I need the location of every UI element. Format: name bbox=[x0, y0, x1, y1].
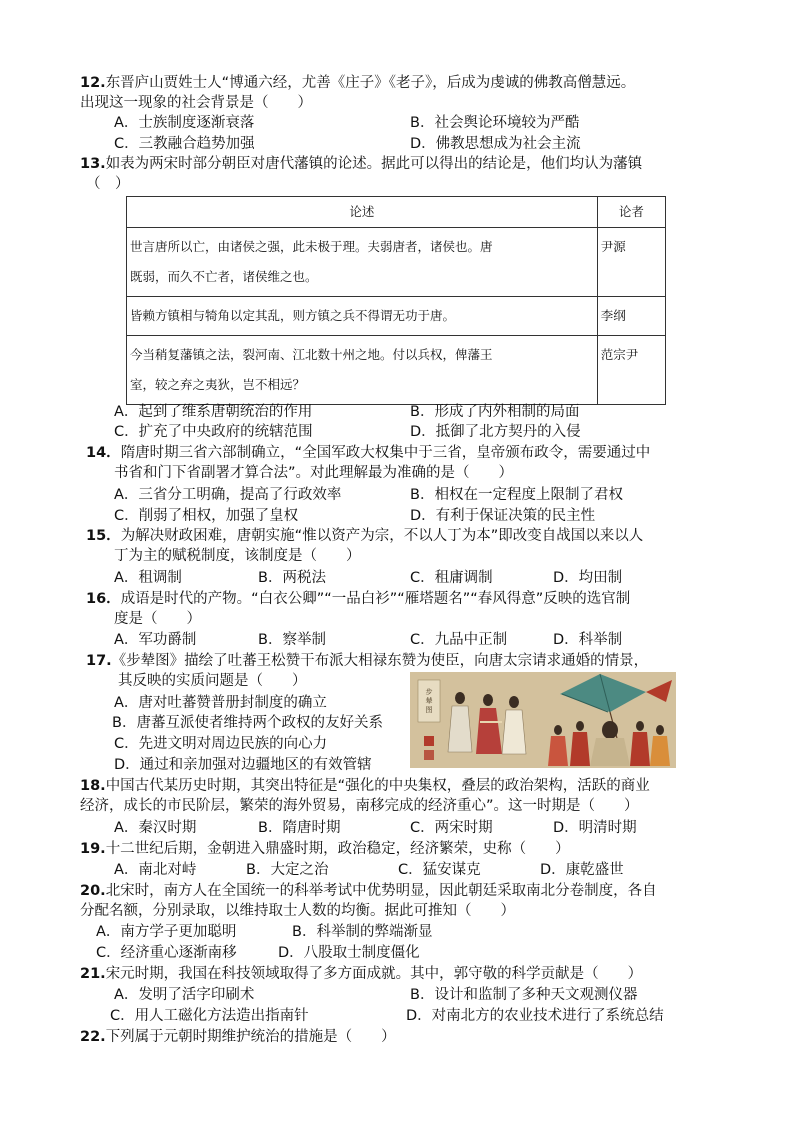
q20-option-c: C．经济重心逐渐南移 bbox=[96, 945, 237, 961]
q17-stem-line1: 17.《步辇图》描绘了吐蕃王松赞干布派大相禄东赞为使臣，向唐太宗请求通婚的情景， bbox=[86, 653, 649, 669]
question-number: 14． bbox=[86, 445, 121, 461]
question-number: 20. bbox=[80, 883, 106, 899]
q21-option-b: B．设计和监制了多种天文观测仪器 bbox=[410, 987, 638, 1003]
q16-option-c: C．九品中正制 bbox=[410, 632, 508, 648]
bunian-tu-painting bbox=[410, 672, 676, 768]
table-header-author: 论者 bbox=[597, 197, 665, 228]
q21-option-c: C．用人工磁化方法造出指南针 bbox=[110, 1008, 309, 1024]
table-header-statement: 论述 bbox=[127, 197, 598, 228]
table-cell-statement: 皆赖方镇相与犄角以定其乱，则方镇之兵不得谓无功于唐。 bbox=[127, 297, 598, 336]
q20-option-b: B．科举制的弊端渐显 bbox=[292, 924, 433, 940]
q18-option-a: A．秦汉时期 bbox=[114, 820, 197, 836]
q16-option-a: A．军功爵制 bbox=[114, 632, 197, 648]
q14-stem-line1: 14．隋唐时期三省六部制确立，“全国军政大权集中于三省，皇帝颁布政令，需要通过中 bbox=[86, 445, 651, 461]
question-number: 19. bbox=[80, 841, 106, 857]
q18-stem-line1: 18.中国古代某历史时期，其突出特征是“强化的中央集权，叠层的政治架构，活跃的商业 bbox=[80, 778, 650, 794]
q12-option-b: B．社会舆论环境较为严酷 bbox=[410, 115, 580, 131]
q22-stem: 22.下列属于元朝时期维护统治的措施是（ ） bbox=[80, 1029, 396, 1045]
q13-stem-line1: 13.如表为两宋时部分朝臣对唐代藩镇的论述。据此可以得出的结论是，他们均认为藩镇 bbox=[80, 156, 643, 172]
q17-option-c: C．先进文明对周边民族的向心力 bbox=[114, 736, 328, 752]
q15-option-b: B．两税法 bbox=[258, 570, 326, 586]
q14-option-c: C．削弱了相权，加强了皇权 bbox=[114, 508, 299, 524]
q13-option-c: C．扩充了中央政府的统辖范围 bbox=[114, 424, 313, 440]
statement-line: 今当稍复藩镇之法，裂河南、江北数十州之地。付以兵权，俾藩王 bbox=[130, 347, 493, 362]
q17-option-b: B．唐蕃互派使者维持两个政权的友好关系 bbox=[112, 715, 383, 731]
q16-stem-line1: 16．成语是时代的产物。“白衣公卿”“一品白衫”“雁塔题名”“春风得意”反映的选官制 bbox=[86, 591, 631, 607]
q18-option-c: C．两宋时期 bbox=[410, 820, 493, 836]
q12-option-c: C．三教融合趋势加强 bbox=[114, 136, 255, 152]
q20-stem-line2: 分配名额，分别录取，以维持取士人数的均衡。据此可推知（ ） bbox=[80, 903, 515, 919]
q19-option-d: D．康乾盛世 bbox=[540, 862, 624, 878]
q13-option-d: D．抵御了北方契丹的入侵 bbox=[410, 424, 581, 440]
table-cell-author: 尹源 bbox=[597, 228, 665, 297]
q18-option-d: D．明清时期 bbox=[553, 820, 637, 836]
statement-line: 室，较之弃之夷狄，岂不相远？ bbox=[130, 377, 306, 392]
q18-stem-line2: 经济，成长的市民阶层，繁荣的海外贸易，南移完成的经济重心”。这一时期是（ ） bbox=[80, 798, 639, 814]
q12-option-a: A．士族制度逐渐衰落 bbox=[114, 115, 255, 131]
question-number: 21. bbox=[80, 966, 106, 982]
q12-option-d: D．佛教思想成为社会主流 bbox=[410, 136, 581, 152]
q20-option-d: D．八股取士制度僵化 bbox=[278, 945, 420, 961]
q21-option-d: D．对南北方的农业技术进行了系统总结 bbox=[406, 1008, 664, 1024]
table-row bbox=[127, 336, 666, 405]
q15-option-c: C．租庸调制 bbox=[410, 570, 493, 586]
q15-option-a: A．租调制 bbox=[114, 570, 182, 586]
q14-option-b: B．相权在一定程度上限制了君权 bbox=[410, 487, 623, 503]
question-number: 13. bbox=[80, 156, 106, 172]
table-cell-statement bbox=[127, 336, 598, 405]
q20-option-a: A．南方学子更加聪明 bbox=[96, 924, 237, 940]
q19-option-a: A．南北对峙 bbox=[114, 862, 197, 878]
q15-stem-line1: 15．为解决财政困难，唐朝实施“惟以资产为宗，不以人丁为本”即改变自战国以来以人 bbox=[86, 528, 644, 544]
q21-option-a: A．发明了活字印刷术 bbox=[114, 987, 255, 1003]
table-cell-statement bbox=[127, 228, 598, 297]
q17-stem-line2: 其反映的实质问题是（ ） bbox=[118, 673, 307, 689]
q19-option-b: B．大定之治 bbox=[246, 862, 329, 878]
table-cell-author: 范宗尹 bbox=[597, 336, 665, 405]
q13-option-a: A．起到了维系唐朝统治的作用 bbox=[114, 404, 313, 420]
q13-stem-line2: （ ） bbox=[86, 176, 130, 192]
q16-stem-line2: 度是（ ） bbox=[114, 611, 201, 627]
question-number: 16． bbox=[86, 591, 121, 607]
q15-stem-line2: 丁为主的赋税制度，该制度是（ ） bbox=[114, 548, 361, 564]
table-row bbox=[127, 228, 666, 297]
question-number: 12. bbox=[80, 75, 106, 91]
q17-option-a: A．唐对吐蕃赞普册封制度的确立 bbox=[114, 695, 327, 711]
q15-option-d: D．均田制 bbox=[553, 570, 623, 586]
q19-stem: 19.十二世纪后期，金朝进入鼎盛时期，政治稳定，经济繁荣，史称（ ） bbox=[80, 841, 570, 857]
q21-stem: 21.宋元时期，我国在科技领域取得了多方面成就。其中，郭守敬的科学贡献是（ ） bbox=[80, 966, 643, 982]
q14-stem-line2: 书省和门下省副署才算合法”。对此理解最为准确的是（ ） bbox=[114, 465, 514, 481]
statement-line: 世言唐所以亡，由诸侯之强，此未极于理。夫弱唐者，诸侯也。唐 bbox=[130, 239, 493, 254]
statement-line: 既弱，而久不亡者，诸侯维之也。 bbox=[130, 269, 318, 284]
q14-option-a: A．三省分工明确，提高了行政效率 bbox=[114, 487, 342, 503]
q12-stem-line2: 出现这一现象的社会背景是（ ） bbox=[80, 95, 312, 111]
q14-option-d: D．有利于保证决策的民主性 bbox=[410, 508, 596, 524]
q16-option-d: D．科举制 bbox=[553, 632, 623, 648]
table-row bbox=[127, 297, 666, 336]
table-cell-author: 李纲 bbox=[597, 297, 665, 336]
q19-option-c: C．猛安谋克 bbox=[398, 862, 481, 878]
question-number: 17. bbox=[86, 653, 112, 669]
q13-table bbox=[126, 196, 666, 405]
q13-option-b: B．形成了内外相制的局面 bbox=[410, 404, 580, 420]
q18-option-b: B．隋唐时期 bbox=[258, 820, 341, 836]
q12-stem-line1: 12.东晋庐山贾姓士人“博通六经，尤善《庄子》《老子》，后成为虔诚的佛教高僧慧远。 bbox=[80, 75, 636, 91]
q20-stem-line1: 20.北宋时，南方人在全国统一的科举考试中优势明显，因此朝廷采取南北分卷制度，各自 bbox=[80, 883, 657, 899]
question-number: 22. bbox=[80, 1029, 106, 1045]
question-number: 15． bbox=[86, 528, 121, 544]
painting-title: 步辇图 bbox=[425, 688, 433, 714]
q17-option-d: D．通过和亲加强对边疆地区的有效管辖 bbox=[114, 757, 372, 773]
question-number: 18. bbox=[80, 778, 106, 794]
q16-option-b: B．察举制 bbox=[258, 632, 326, 648]
